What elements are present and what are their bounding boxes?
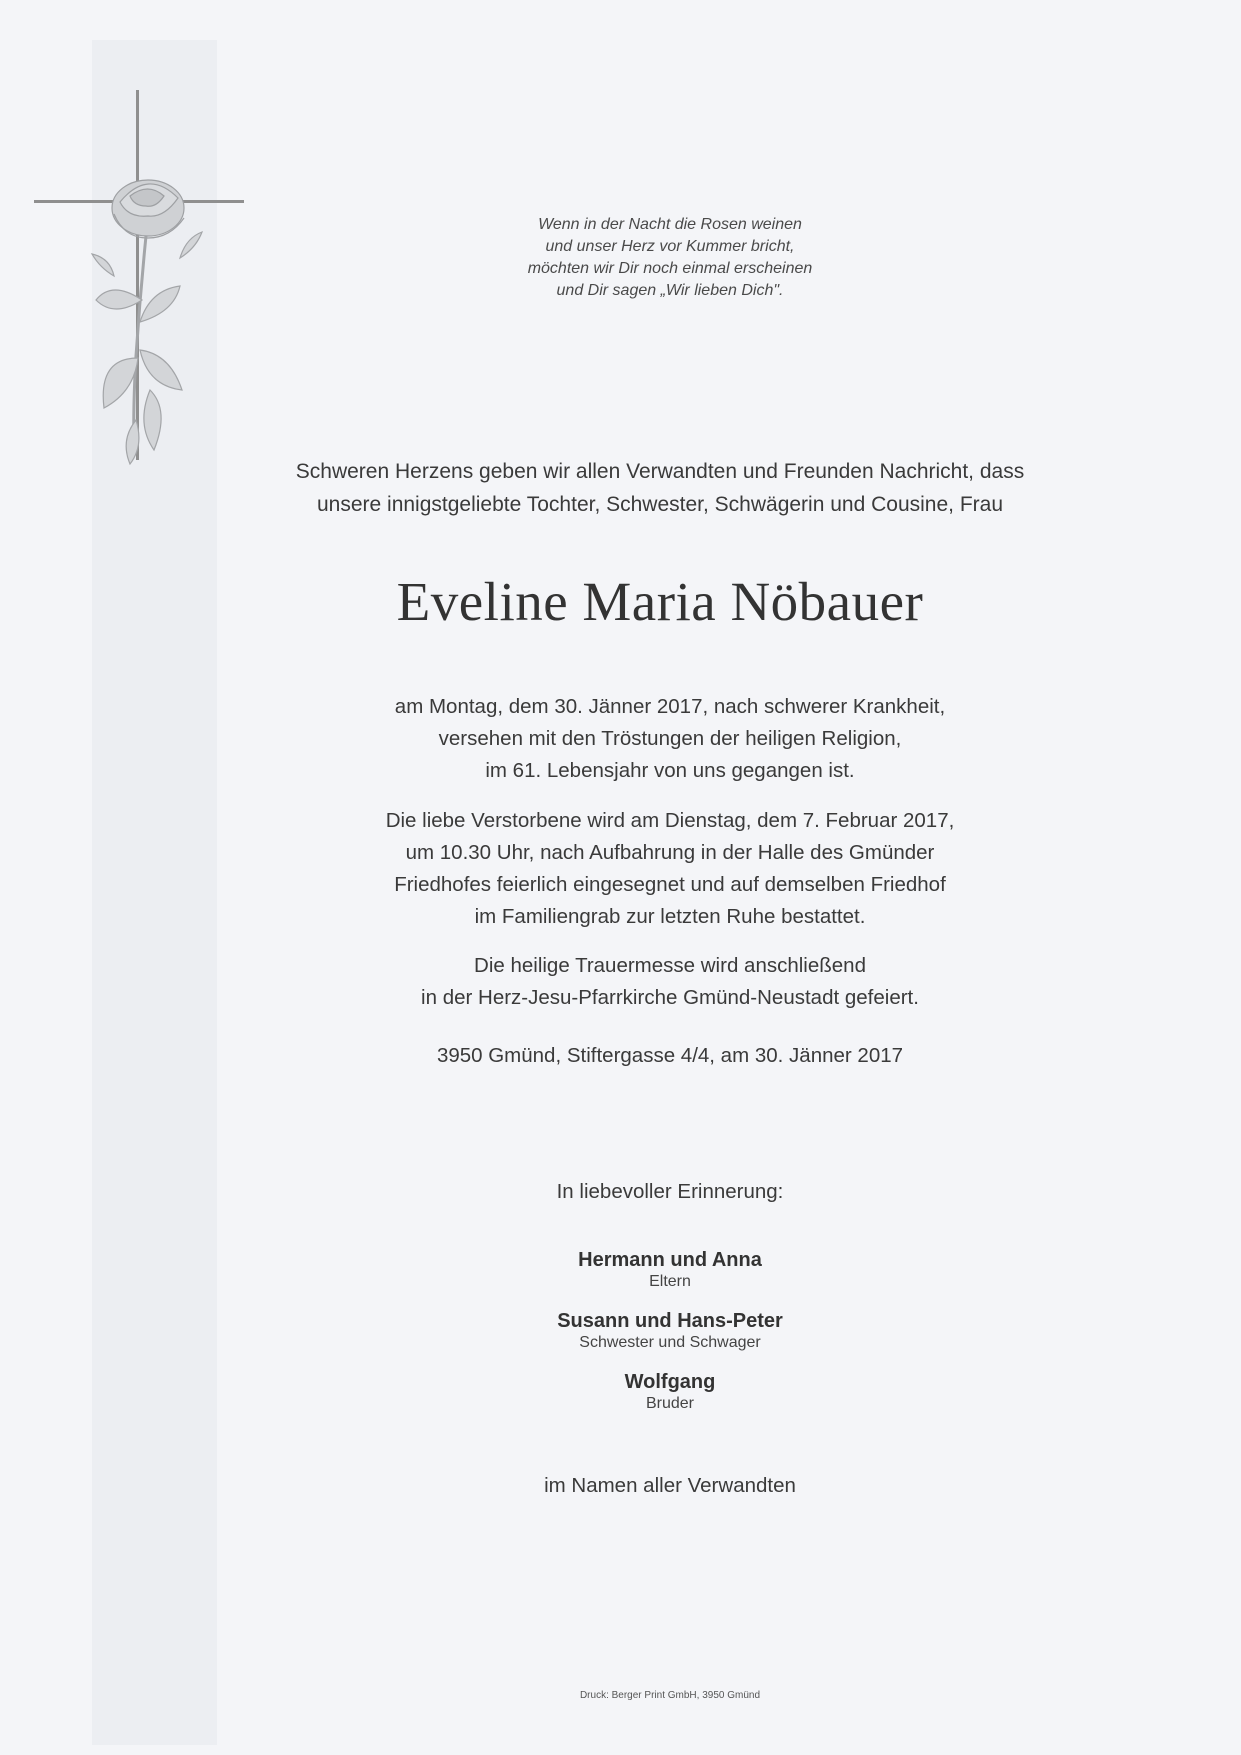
deceased-name: Eveline Maria Nöbauer <box>396 571 924 632</box>
family-name: Wolfgang <box>624 1371 716 1393</box>
poem-line: und unser Herz vor Kummer bricht, <box>545 238 795 255</box>
paragraph-line: in der Herz-Jesu-Pfarrkirche Gmünd-Neustadt gefeiert. <box>421 986 919 1009</box>
family-role: Bruder <box>645 1395 695 1412</box>
family-entry <box>470 1248 870 1292</box>
poem-line: Wenn in der Nacht die Rosen weinen <box>538 216 802 233</box>
mass-details <box>330 950 1010 1014</box>
paragraph-line: Die liebe Verstorbene wird am Dienstag, dem 7. Februar 2017, <box>385 809 955 832</box>
poem-line: und Dir sagen „Wir lieben Dich". <box>556 282 784 299</box>
family-entry <box>470 1370 870 1414</box>
family-entry <box>470 1309 870 1353</box>
family-name: Hermann und Anna <box>578 1249 762 1271</box>
printer-credit: Druck: Berger Print GmbH, 3950 Gmünd <box>579 1690 761 1701</box>
paragraph-line: Friedhofes feierlich eingesegnet und auf demselben Friedhof <box>394 873 946 896</box>
family-name: Susann und Hans-Peter <box>557 1310 783 1332</box>
intro-line: Schweren Herzens geben wir allen Verwandten und Freunden Nachricht, dass <box>295 460 1025 483</box>
family-role: Eltern <box>649 1273 691 1290</box>
address-line: 3950 Gmünd, Stiftergasse 4/4, am 30. Jänner 2017 <box>436 1044 904 1067</box>
intro-line: unsere innigstgeliebte Tochter, Schwester, Schwägerin und Cousine, Frau <box>316 493 1004 516</box>
poem <box>470 214 870 302</box>
family-role: Schwester und Schwager <box>579 1334 761 1351</box>
poem-line: möchten wir Dir noch einmal erscheinen <box>527 260 813 277</box>
cross-with-rose-icon <box>30 90 280 520</box>
paragraph-line: am Montag, dem 30. Jänner 2017, nach schwerer Krankheit, <box>394 695 946 718</box>
intro-text <box>245 455 1075 521</box>
funeral-details <box>330 805 1010 933</box>
closing-line: im Namen aller Verwandten <box>544 1474 796 1497</box>
memory-heading: In liebevoller Erinnerung: <box>556 1180 784 1203</box>
family-list <box>470 1248 870 1431</box>
paragraph-line: um 10.30 Uhr, nach Aufbahrung in der Halle des Gmünder <box>405 841 935 864</box>
paragraph-line: Die heilige Trauermesse wird anschließend <box>474 954 866 977</box>
death-announcement <box>330 691 1010 787</box>
paragraph-line: im 61. Lebensjahr von uns gegangen ist. <box>485 759 855 782</box>
paragraph-line: im Familiengrab zur letzten Ruhe bestattet. <box>474 905 866 928</box>
paragraph-line: versehen mit den Tröstungen der heiligen Religion, <box>438 727 902 750</box>
